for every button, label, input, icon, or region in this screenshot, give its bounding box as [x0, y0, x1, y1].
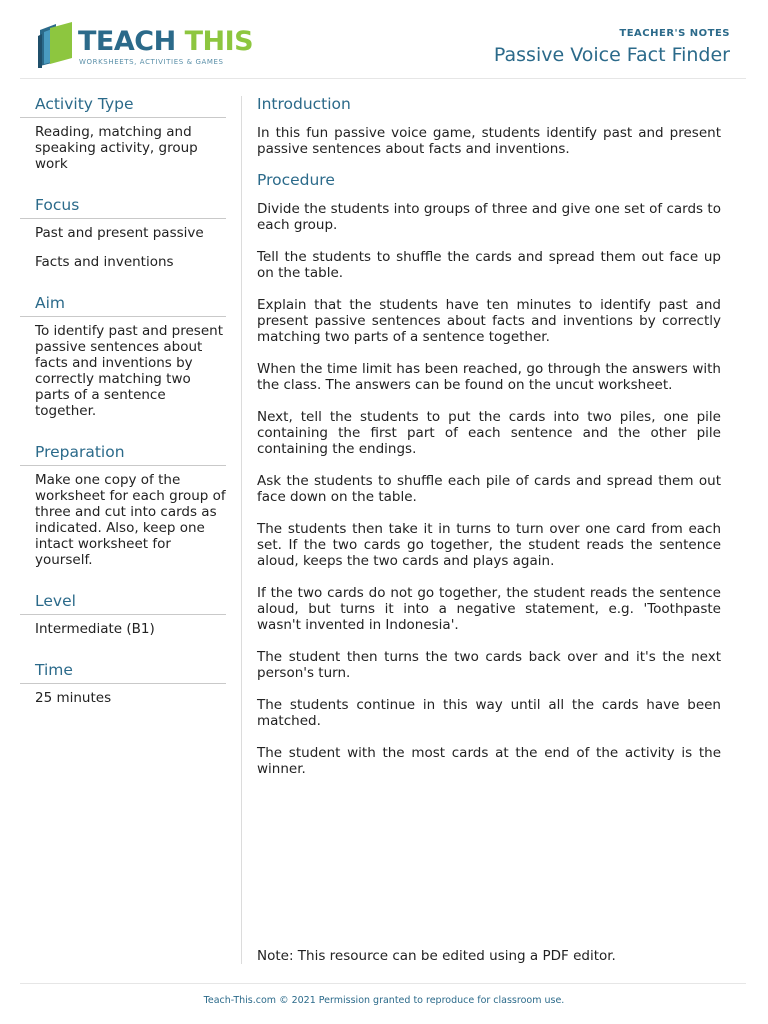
procedure-step: Next, tell the students to put the cards into two piles, one pile containing the first part of each sentence and the other pile containing the endings. [257, 409, 721, 457]
activity-type-heading: Activity Type [20, 93, 226, 118]
time-heading: Time [20, 659, 226, 684]
procedure-step: The students then take it in turns to turn over one card from each set. If the two cards go together, the student reads the sentence aloud, keeps the two cards and plays again. [257, 521, 721, 569]
level-text: Intermediate (B1) [35, 621, 155, 637]
procedure-step: Ask the students to shuffle each pile of cards and spread them out face down on the table. [257, 473, 721, 505]
procedure-step: Explain that the students have ten minutes to identify past and present passive sentences about facts and inventions by correctly matching two parts of a sentence together. [257, 297, 721, 345]
aim-text: To identify past and present passive sentences about facts and inventions by correctly matching two parts of a sentence together. [35, 323, 223, 419]
activity-type-section [20, 93, 226, 172]
introduction-heading: Introduction [257, 95, 351, 113]
procedure-step: When the time limit has been reached, go through the answers with the class. The answers can be found on the uncut worksheet. [257, 361, 721, 393]
procedure-heading: Procedure [257, 171, 335, 189]
page-title: Passive Voice Fact Finder [493, 44, 730, 66]
teachers-notes-label: TEACHER'S NOTES [619, 28, 730, 39]
main-content [257, 93, 721, 793]
level-section [20, 590, 226, 637]
time-text: 25 minutes [35, 690, 112, 706]
activity-type-text: Reading, matching and speaking activity, group work [35, 124, 198, 172]
sidebar [20, 93, 226, 719]
introduction-text: In this fun passive voice game, students identify past and present passive sentences about facts and inventions. [257, 125, 721, 157]
pdf-editor-note: Note: This resource can be edited using a PDF editor. [257, 948, 616, 964]
footer-divider [20, 983, 746, 984]
focus-item: Facts and inventions [35, 254, 174, 270]
aim-section [20, 292, 226, 419]
preparation-section [20, 441, 226, 568]
column-divider [241, 96, 242, 964]
procedure-step: Tell the students to shuffle the cards and spread them out face up on the table. [257, 249, 721, 281]
procedure-step: Divide the students into groups of three and give one set of cards to each group. [257, 201, 721, 233]
procedure-step: The student then turns the two cards back over and it's the next person's turn. [257, 649, 721, 681]
time-section [20, 659, 226, 706]
logo-wordmark: TEACH THIS [78, 26, 254, 57]
logo-tagline: WORKSHEETS, ACTIVITIES & GAMES [79, 58, 224, 66]
procedure-step: If the two cards do not go together, the student reads the sentence aloud, but turns it into a negative statement, e.g. 'Toothpaste wasn't invented in Indonesia'. [257, 585, 721, 633]
footer-copyright[interactable]: Teach-This.com © 2021 Permission granted to reproduce for classroom use. [203, 995, 565, 1006]
preparation-heading: Preparation [20, 441, 226, 466]
focus-item: Past and present passive [35, 225, 204, 241]
aim-heading: Aim [20, 292, 226, 317]
teach-this-logo[interactable] [36, 22, 256, 72]
book-logo-icon [36, 22, 76, 68]
focus-heading: Focus [20, 194, 226, 219]
focus-section [20, 194, 226, 270]
preparation-text: Make one copy of the worksheet for each group of three and cut into cards as indicated. Also, keep one intact worksheet for yourself. [35, 472, 226, 568]
level-heading: Level [20, 590, 226, 615]
procedure-step: The student with the most cards at the end of the activity is the winner. [257, 745, 721, 777]
page-header [20, 0, 746, 79]
procedure-step: The students continue in this way until all the cards have been matched. [257, 697, 721, 729]
